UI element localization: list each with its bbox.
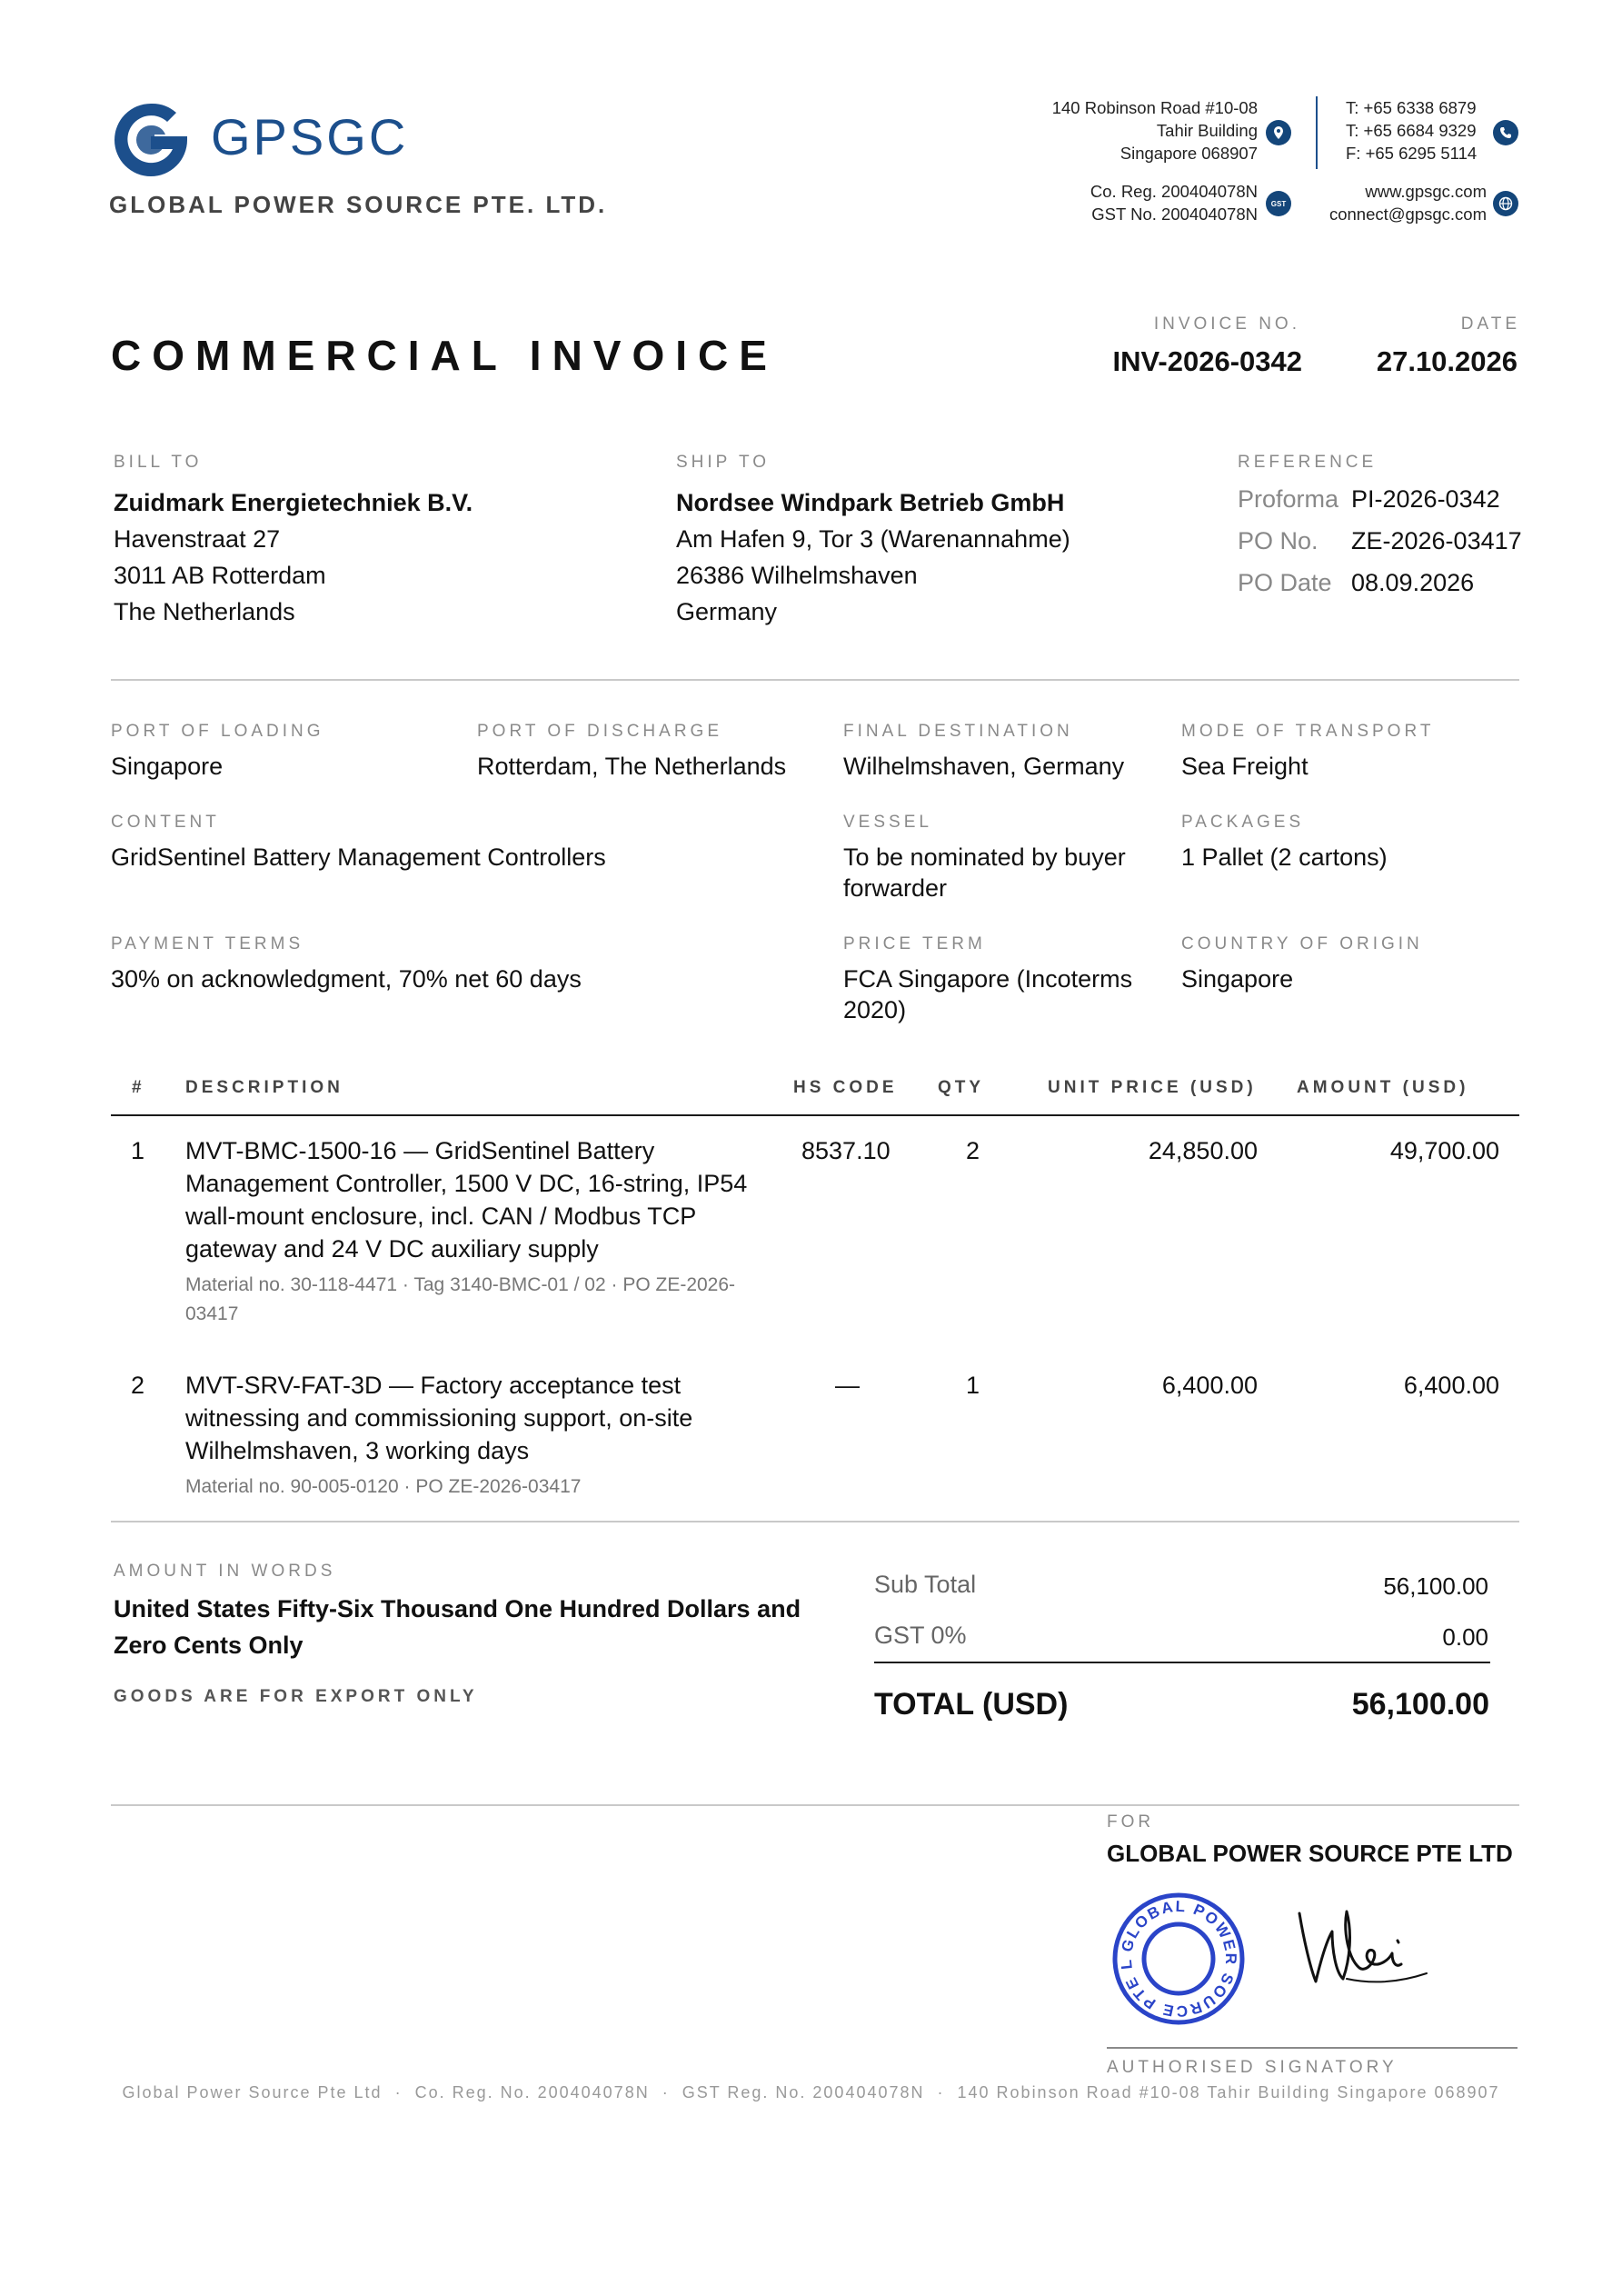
bill-to-line: 3011 AB Rotterdam xyxy=(114,562,326,589)
row-amount: 49,700.00 xyxy=(1389,1137,1499,1164)
location-pin-icon xyxy=(1266,120,1291,145)
col-header-amount: AMOUNT (USD) xyxy=(1297,1078,1469,1097)
phone-icon xyxy=(1493,120,1518,145)
totals-rule xyxy=(874,1662,1490,1663)
row-description: MVT-BMC-1500-16 — GridSentinel Battery Management Controller, 1500 V DC, 16-string, IP54 wall-mount enclosure, incl. CAN / Modbus TCP gateway and 24 V DC auxiliary supply xyxy=(185,1137,748,1263)
mode-of-transport-label: MODE OF TRANSPORT xyxy=(1181,722,1435,741)
col-header-no: # xyxy=(132,1078,145,1097)
col-header-description: DESCRIPTION xyxy=(185,1078,343,1097)
signature-company: GLOBAL POWER SOURCE PTE LTD xyxy=(1107,1840,1513,1867)
bill-to-name: Zuidmark Energietechniek B.V. xyxy=(114,489,473,516)
reference-value: ZE-2026-03417 xyxy=(1351,527,1522,554)
table-bottom-rule xyxy=(111,1521,1519,1522)
row-detail: Material no. 90-005-0120 · PO ZE-2026-03417 xyxy=(185,1476,582,1497)
bill-to-line: Havenstraat 27 xyxy=(114,525,281,553)
bill-to-section xyxy=(114,453,473,627)
invoice-date: 27.10.2026 xyxy=(1376,345,1518,377)
port-of-loading-label: PORT OF LOADING xyxy=(111,722,324,741)
gst-label: GST 0% xyxy=(874,1622,967,1649)
signature-line xyxy=(1107,2047,1518,2049)
gst-value: 0.00 xyxy=(1442,1623,1488,1651)
row-hs-code: — xyxy=(835,1372,860,1399)
reg-line: GST No. 200404078N xyxy=(1091,205,1258,224)
col-header-qty: QTY xyxy=(938,1078,985,1097)
header-divider xyxy=(1316,96,1318,169)
port-of-loading xyxy=(111,722,456,782)
amount-in-words xyxy=(114,1562,813,1663)
final-destination xyxy=(843,722,1170,782)
mode-of-transport-value: Sea Freight xyxy=(1181,753,1309,780)
row-description: MVT-SRV-FAT-3D — Factory acceptance test witnessing and commissioning support, on-site Wilhelmshaven, 3 working days xyxy=(185,1372,693,1464)
export-note: GOODS ARE FOR EXPORT ONLY xyxy=(114,1687,478,1706)
packages-value: 1 Pallet (2 cartons) xyxy=(1181,844,1388,871)
logo xyxy=(109,98,193,182)
col-header-unit-price: UNIT PRICE (USD) xyxy=(1048,1078,1257,1097)
ship-to-name: Nordsee Windpark Betrieb GmbH xyxy=(676,489,1065,516)
phone-line: T: +65 6338 6879 xyxy=(1346,98,1477,117)
invoice-no-label: INVOICE NO. xyxy=(1153,314,1300,334)
amount-in-words-label: AMOUNT IN WORDS xyxy=(114,1562,336,1581)
reg-line: Co. Reg. 200404078N xyxy=(1090,182,1258,201)
divider xyxy=(111,1804,1519,1806)
logo-icon xyxy=(109,98,193,182)
row-qty: 2 xyxy=(966,1137,980,1164)
ship-to-line: Am Hafen 9, Tor 3 (Warenannahme) xyxy=(676,525,1070,553)
col-header-hs-code: HS CODE xyxy=(793,1078,898,1097)
price-term-value: FCA Singapore (Incoterms 2020) xyxy=(843,965,1133,1023)
final-destination-label: FINAL DESTINATION xyxy=(843,722,1073,741)
country-of-origin-field xyxy=(1181,934,1527,994)
address-line: Singapore 068907 xyxy=(1119,144,1258,163)
port-of-loading-value: Singapore xyxy=(111,753,224,780)
row-number: 2 xyxy=(131,1372,145,1399)
bill-to-line: The Netherlands xyxy=(114,598,295,625)
payment-terms-label: PAYMENT TERMS xyxy=(111,934,304,953)
packages-label: PACKAGES xyxy=(1181,813,1305,832)
phone-line: T: +65 6684 9329 xyxy=(1346,121,1477,140)
country-of-origin-value: Singapore xyxy=(1181,965,1294,993)
invoice-number: INV-2026-0342 xyxy=(1112,345,1302,377)
ship-to-section xyxy=(676,453,1070,627)
vessel-field xyxy=(843,813,1170,903)
reference-label: REFERENCE xyxy=(1238,453,1378,472)
row-qty: 1 xyxy=(966,1372,980,1399)
total-value: 56,100.00 xyxy=(1351,1687,1489,1722)
subtotal-label: Sub Total xyxy=(874,1571,977,1598)
row-number: 1 xyxy=(131,1137,145,1164)
row-amount: 6,400.00 xyxy=(1403,1372,1499,1399)
vessel-label: VESSEL xyxy=(843,813,932,832)
ship-to-label: SHIP TO xyxy=(676,453,770,472)
reference-section xyxy=(1238,453,1522,598)
vessel-value: To be nominated by buyer forwarder xyxy=(843,844,1126,902)
content-label: CONTENT xyxy=(111,813,220,832)
for-label: FOR xyxy=(1107,1812,1155,1832)
table-row xyxy=(0,1134,1622,1343)
signatory-label: AUTHORISED SIGNATORY xyxy=(1107,2058,1398,2077)
reference-value: PI-2026-0342 xyxy=(1351,485,1500,513)
row-unit-price: 6,400.00 xyxy=(1161,1372,1258,1399)
port-of-discharge-label: PORT OF DISCHARGE xyxy=(477,722,722,741)
company-name: GLOBAL POWER SOURCE PTE. LTD. xyxy=(109,191,608,218)
subtotal-value: 56,100.00 xyxy=(1383,1572,1488,1600)
total-label: TOTAL (USD) xyxy=(874,1687,1069,1722)
address-line: Tahir Building xyxy=(1156,121,1258,140)
final-destination-value: Wilhelmshaven, Germany xyxy=(843,753,1125,780)
company-stamp xyxy=(1110,1891,1247,2027)
company-phones xyxy=(1346,96,1477,165)
phone-line: F: +65 6295 5114 xyxy=(1346,144,1478,163)
row-hs-code: 8537.10 xyxy=(801,1137,891,1164)
address-line: 140 Robinson Road #10-08 xyxy=(1051,98,1258,117)
payment-terms-field xyxy=(111,934,820,994)
email-link[interactable]: connect@gpsgc.com xyxy=(1328,205,1487,224)
content-field xyxy=(111,813,820,873)
payment-terms-value: 30% on acknowledgment, 70% net 60 days xyxy=(111,965,582,993)
table-header-rule xyxy=(111,1114,1519,1116)
globe-icon xyxy=(1493,191,1518,216)
table-row xyxy=(0,1369,1622,1514)
reference-value: 08.09.2026 xyxy=(1351,569,1475,596)
reference-key: PO No. xyxy=(1238,527,1318,554)
amount-in-words-value: United States Fifty-Six Thousand One Hundred Dollars and Zero Cents Only xyxy=(114,1595,801,1659)
company-web xyxy=(1329,180,1487,225)
bill-to-label: BILL TO xyxy=(114,453,203,472)
date-label: DATE xyxy=(1460,314,1520,334)
country-of-origin-label: COUNTRY OF ORIGIN xyxy=(1181,934,1423,953)
gst-badge-icon: GST xyxy=(1266,191,1291,216)
brand-name: GPSGC xyxy=(211,108,409,165)
divider xyxy=(111,679,1519,681)
reference-key: Proforma xyxy=(1238,485,1339,513)
svg-text:GLOBAL POWER SOURCE PTE LTD: GLOBAL POWER SOURCE PTE L xyxy=(1117,1897,1240,2021)
website-link[interactable]: www.gpsgc.com xyxy=(1365,182,1487,201)
mode-of-transport xyxy=(1181,722,1527,782)
row-unit-price: 24,850.00 xyxy=(1148,1137,1258,1164)
port-of-discharge-value: Rotterdam, The Netherlands xyxy=(477,753,787,780)
company-address xyxy=(1052,96,1258,165)
ship-to-line: Germany xyxy=(676,598,778,625)
row-detail: Material no. 30-118-4471 · Tag 3140-BMC-01 / 02 · PO ZE-2026-03417 xyxy=(185,1274,736,1324)
document-title: COMMERCIAL INVOICE xyxy=(111,332,778,379)
price-term-label: PRICE TERM xyxy=(843,934,986,953)
footer: Global Power Source Pte Ltd · Co. Reg. No. 200404078N · GST Reg. No. 200404078N · 140 Robinson Road #10-08 Tahir Building Singapore 068907 xyxy=(122,2083,1500,2101)
content-value: GridSentinel Battery Management Controllers xyxy=(111,844,606,871)
price-term-field xyxy=(843,934,1170,1025)
handwritten-signature xyxy=(1290,1895,1436,2004)
port-of-discharge xyxy=(477,722,822,782)
packages-field xyxy=(1181,813,1527,873)
reference-key: PO Date xyxy=(1238,569,1332,596)
company-registration xyxy=(1090,180,1258,225)
ship-to-line: 26386 Wilhelmshaven xyxy=(676,562,918,589)
